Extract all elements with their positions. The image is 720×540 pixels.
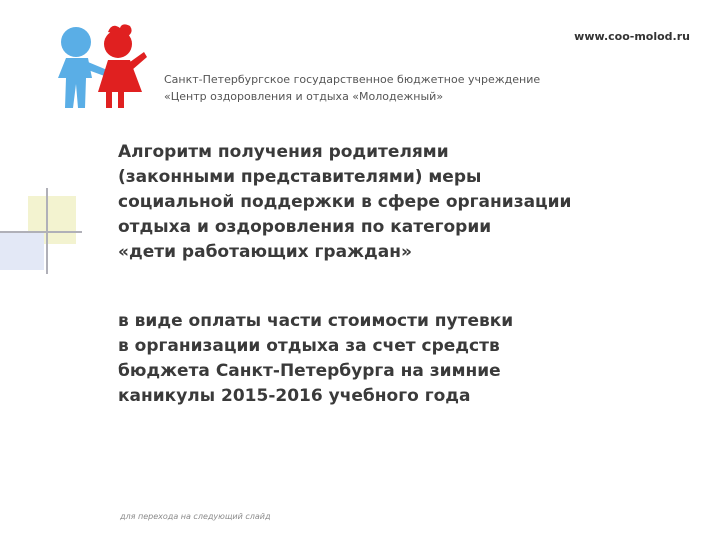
subtitle-line: каникулы 2015-2016 учебного года xyxy=(118,386,471,406)
organization-name xyxy=(164,71,540,105)
subtitle-line: в виде оплаты части стоимости путевки xyxy=(118,311,514,331)
title-line: Алгоритм получения родителями xyxy=(118,142,449,162)
organization-line: Санкт-Петербургское государственное бюджетное учреждение xyxy=(164,73,541,86)
subtitle-line: в организации отдыха за счет средств xyxy=(118,336,500,356)
organization-line: «Центр оздоровления и отдыха «Молодежный» xyxy=(164,90,444,103)
title-line: (законными представителями) меры xyxy=(118,167,482,187)
next-slide-hint-link[interactable]: для перехода на следующий слайд xyxy=(120,512,271,521)
decorative-vertical-line xyxy=(46,188,48,274)
slide-title xyxy=(118,140,638,265)
title-line: социальной поддержки в сфере организации xyxy=(118,192,572,212)
blue-child-figure xyxy=(58,27,112,108)
title-line: «дети работающих граждан» xyxy=(118,242,412,262)
site-url: www.coo-molod.ru xyxy=(574,30,690,43)
subtitle-line: бюджета Санкт-Петербурга на зимние xyxy=(118,361,501,381)
decorative-horizontal-line xyxy=(0,231,82,233)
title-line: отдыха и оздоровления по категории xyxy=(118,217,492,237)
red-child-figure xyxy=(98,24,147,108)
two-children-logo-icon xyxy=(52,22,152,110)
slide-subtitle xyxy=(118,309,638,409)
decorative-blue-square xyxy=(0,232,44,270)
